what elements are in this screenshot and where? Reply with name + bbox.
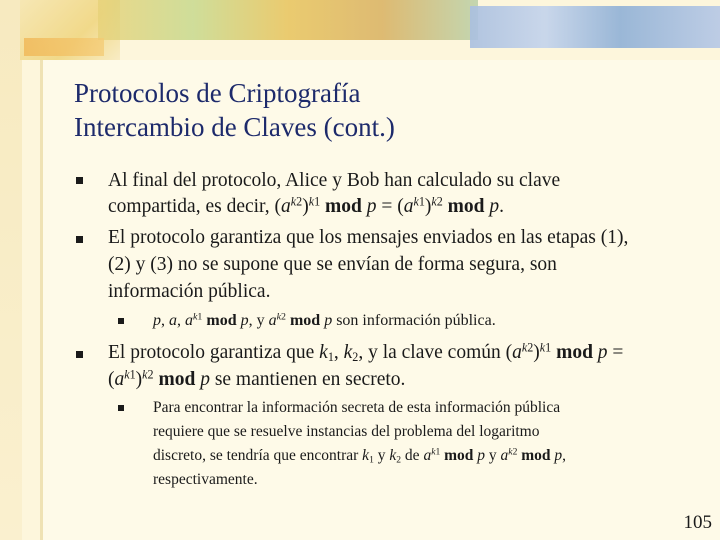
text: de [404, 447, 420, 464]
var-p: p [489, 196, 500, 217]
var-k: k [124, 367, 130, 382]
bullet-1-line-1: Al final del protocolo, Alice y Bob han calculado su clave [108, 170, 561, 191]
var-p: p [366, 196, 377, 217]
index: 2 [296, 194, 303, 209]
slide-title [74, 76, 395, 144]
sub-bullet-marker [118, 318, 124, 324]
index: 2 [147, 367, 154, 382]
content-edge [40, 60, 43, 540]
var-p: p [153, 312, 161, 329]
var-a: a [169, 312, 177, 329]
mod-operator: mod [521, 447, 551, 464]
bullet-2-line-2: (2) y (3) no se supone que se envían de forma segura, son [108, 254, 557, 275]
equals: = [381, 196, 393, 217]
var-k: k [290, 194, 297, 209]
var-a: a [185, 312, 193, 329]
var-k: k [413, 194, 419, 209]
bullet-marker [76, 177, 83, 184]
mod-operator: mod [158, 369, 196, 390]
var-p: p [554, 447, 563, 464]
banner-accent [24, 38, 104, 56]
index: 1 [197, 311, 203, 323]
title-line-1: Protocolos de Criptografía [74, 78, 361, 108]
index: 1 [314, 194, 321, 209]
var-p: p [597, 342, 608, 363]
text: y [488, 447, 497, 464]
var-a: a [268, 312, 277, 329]
index: 1 [369, 454, 374, 466]
var-k: k [431, 194, 437, 209]
index: 2 [281, 311, 286, 323]
index: 1 [418, 194, 425, 209]
title-line-2: Intercambio de Claves (cont.) [74, 112, 395, 142]
mod-operator: mod [289, 312, 321, 329]
index: 2 [352, 350, 359, 365]
text: y [377, 447, 386, 464]
sub-bullet-2-line-1: Para encontrar la información secreta de esta información pública [153, 399, 561, 416]
bullet-3-line-2: $(a^{k1})^{k2}$ mod p se mantienen en secreto. [108, 367, 406, 390]
text: son información pública. [336, 312, 496, 329]
index: 1 [435, 446, 441, 458]
var-k: k [276, 311, 281, 323]
decorative-left-stripe [0, 0, 22, 540]
var-k: k [308, 194, 315, 209]
var-p: p [477, 447, 486, 464]
index: 2 [396, 454, 402, 466]
var-p: p [324, 312, 333, 329]
sub-bullet-marker [118, 405, 124, 411]
var-k: k [539, 340, 546, 355]
mod-operator: mod [206, 312, 237, 329]
bullet-2-line-1: El protocolo garantiza que los mensajes enviados en las etapas (1), [108, 227, 629, 248]
var-a: a [403, 196, 414, 217]
mod-operator: mod [556, 342, 593, 363]
var-k: k [142, 367, 148, 382]
sub-bullet-2-line-3: discreto, se tendría que encontrar $k_1$ y $k_2$ de $a^{k1}$ mod p y $a^{k2}$ mod p, [153, 446, 567, 466]
index: 1 [327, 350, 334, 365]
index: 2 [436, 194, 443, 209]
var-k: k [343, 342, 353, 363]
sub-bullet-1: p, a, $a^{k1}$ mod p, y $a^{k2}$ mod p son información pública. [153, 311, 496, 329]
var-k: k [362, 447, 370, 464]
var-k: k [319, 342, 328, 363]
var-p: p [200, 369, 210, 390]
mod-operator: mod [444, 447, 474, 464]
var-p: p [240, 312, 249, 329]
var-a: a [423, 447, 432, 464]
var-a: a [512, 342, 522, 363]
decorative-banner [0, 0, 720, 60]
bullet-marker [76, 236, 83, 243]
var-k: k [389, 447, 397, 464]
text: discreto, se tendría que encontrar [153, 447, 359, 464]
text: compartida, es decir, ( [108, 196, 282, 217]
text: y la clave común [368, 342, 501, 363]
sub-bullet-2-line-4: respectivamente. [153, 471, 258, 488]
equals: = [612, 342, 624, 363]
banner-strip-blue [470, 6, 720, 48]
mod-operator: mod [324, 196, 362, 217]
page-number: 105 [683, 512, 712, 533]
var-a: a [114, 369, 125, 390]
mod-operator: mod [447, 196, 485, 217]
bullet-2-line-3: información pública. [108, 281, 271, 302]
var-a: a [500, 447, 509, 464]
index: 1 [545, 340, 552, 355]
index: 1 [129, 367, 136, 382]
period: . [499, 196, 505, 217]
var-k: k [521, 340, 528, 355]
index: 2 [527, 340, 534, 355]
text: se mantienen en secreto. [214, 369, 406, 390]
bullet-3-line-1: El protocolo garantiza que $k_1$, $k_2$, y la clave común $(a^{k2})^{k1}$ mod p = [108, 340, 624, 365]
bullet-1-line-2: compartida, es decir, $(a^{k2})^{k1}$ mod $p = (a^{k1})^{k2}$ mod p. [108, 194, 505, 217]
bullet-marker [76, 351, 83, 358]
var-a: a [281, 196, 291, 217]
index: 2 [512, 446, 518, 458]
banner-strip-warm [98, 0, 478, 40]
text: El protocolo garantiza que [108, 342, 315, 363]
paren: ) [302, 196, 309, 217]
var-k: k [193, 311, 198, 323]
var-k: k [508, 446, 513, 458]
var-k: k [431, 446, 436, 458]
sub-bullet-2-line-2: requiere que se resuelve instancias del problema del logaritmo [153, 423, 540, 440]
